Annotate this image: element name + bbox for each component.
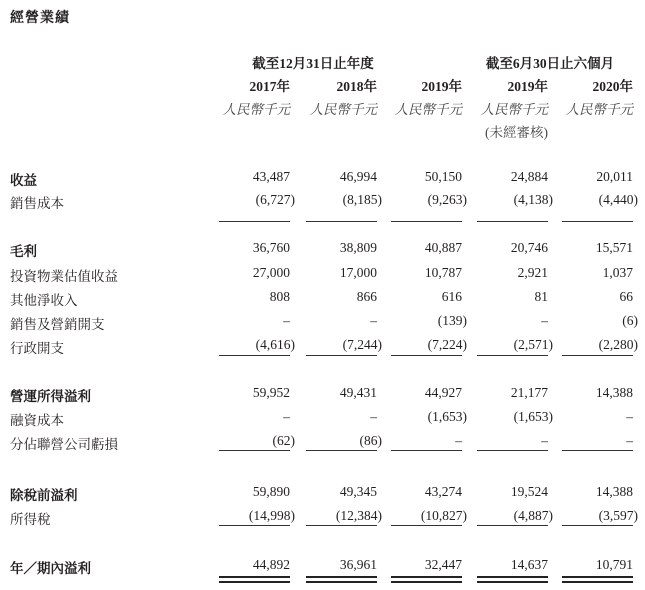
total-double-rule [219, 576, 290, 583]
subtotal-rule [306, 355, 377, 356]
subtotal-rule [391, 355, 462, 356]
cell-value: 49,431 [339, 385, 377, 400]
cell-value: 10,791 [595, 557, 633, 572]
cell-value: 1,037 [602, 265, 633, 280]
row-label: 年／期內溢利 [10, 561, 91, 576]
cell-value: 19,524 [510, 484, 548, 499]
cell-value: 50,150 [424, 169, 462, 184]
row-label: 融資成本 [10, 413, 64, 428]
subtotal-rule [219, 450, 290, 451]
subtotal-rule [391, 450, 462, 451]
cell-value: 32,447 [424, 557, 462, 572]
row-label: 其他淨收入 [10, 293, 78, 308]
unaudited-note: (未經審核) [485, 125, 548, 140]
cell-value: 14,388 [595, 385, 633, 400]
cell-value: 14,388 [595, 484, 633, 499]
row-label: 分佔聯營公司虧損 [10, 437, 118, 452]
cell-value: – [283, 313, 290, 328]
column-group-annual: 截至12月31日止年度 [252, 56, 374, 71]
cell-value: – [626, 409, 633, 424]
cell-value: 43,487 [252, 169, 290, 184]
cell-value: (3,597) [598, 508, 638, 523]
year-header: 2019年 [421, 79, 462, 94]
cell-value: (139) [437, 313, 467, 328]
year-header: 2018年 [336, 79, 377, 94]
cell-value: 36,760 [252, 240, 290, 255]
cell-value: (86) [359, 433, 382, 448]
cell-value: (1,653) [513, 409, 553, 424]
cell-value: 44,892 [252, 557, 290, 572]
cell-value: (7,244) [342, 337, 382, 352]
cell-value: (2,280) [598, 337, 638, 352]
cell-value: 46,994 [339, 169, 377, 184]
section-title: 經營業績 [10, 11, 70, 26]
cell-value: (2,571) [513, 337, 553, 352]
row-label: 營運所得溢利 [10, 389, 91, 404]
cell-value: – [541, 433, 548, 448]
row-label: 銷售成本 [10, 196, 64, 211]
cell-value: 81 [534, 289, 548, 304]
cell-value: 616 [441, 289, 462, 304]
unit-label: 人民幣千元 [480, 102, 548, 117]
cell-value: 20,746 [510, 240, 548, 255]
total-double-rule [562, 576, 633, 583]
year-header: 2017年 [249, 79, 290, 94]
column-group-interim: 截至6月30日止六個月 [485, 56, 615, 71]
total-double-rule [477, 576, 548, 583]
cell-value: – [370, 313, 377, 328]
cell-value: (12,384) [335, 508, 382, 523]
cell-value: (10,827) [420, 508, 467, 523]
year-header: 2019年 [507, 79, 548, 94]
cell-value: – [370, 409, 377, 424]
unit-label: 人民幣千元 [222, 102, 290, 117]
cell-value: 43,274 [424, 484, 462, 499]
row-label: 行政開支 [10, 341, 64, 356]
cell-value: (6) [622, 313, 638, 328]
cell-value: 808 [269, 289, 290, 304]
cell-value: 27,000 [252, 265, 290, 280]
cell-value: 36,961 [339, 557, 377, 572]
cell-value: 866 [356, 289, 377, 304]
cell-value: (14,998) [248, 508, 295, 523]
cell-value: 17,000 [339, 265, 377, 280]
subtotal-rule [306, 525, 377, 526]
unit-label: 人民幣千元 [394, 102, 462, 117]
cell-value: 20,011 [596, 169, 633, 184]
year-header: 2020年 [592, 79, 633, 94]
cell-value: 14,637 [510, 557, 548, 572]
cell-value: 66 [619, 289, 633, 304]
cell-value: – [283, 409, 290, 424]
row-label: 銷售及營銷開支 [10, 317, 105, 332]
subtotal-rule [562, 525, 633, 526]
subtotal-rule [477, 450, 548, 451]
subtotal-rule [219, 355, 290, 356]
cell-value: (4,616) [255, 337, 295, 352]
cell-value: (8,185) [342, 192, 382, 207]
cell-value: 24,884 [510, 169, 548, 184]
cell-value: 59,952 [252, 385, 290, 400]
subtotal-rule [219, 221, 290, 222]
row-label: 所得稅 [10, 512, 51, 527]
cell-value: (1,653) [427, 409, 467, 424]
subtotal-rule [562, 450, 633, 451]
cell-value: 49,345 [339, 484, 377, 499]
row-label: 收益 [10, 173, 37, 188]
subtotal-rule [477, 355, 548, 356]
cell-value: (7,224) [427, 337, 467, 352]
cell-value: 44,927 [424, 385, 462, 400]
subtotal-rule [306, 450, 377, 451]
subtotal-rule [219, 525, 290, 526]
cell-value: 10,787 [424, 265, 462, 280]
subtotal-rule [477, 221, 548, 222]
cell-value: 21,177 [510, 385, 548, 400]
cell-value: – [541, 313, 548, 328]
cell-value: (6,727) [255, 192, 295, 207]
cell-value: 59,890 [252, 484, 290, 499]
cell-value: (4,138) [513, 192, 553, 207]
subtotal-rule [477, 525, 548, 526]
unit-label: 人民幣千元 [565, 102, 633, 117]
row-label: 毛利 [10, 244, 37, 259]
subtotal-rule [562, 355, 633, 356]
row-label: 除稅前溢利 [10, 488, 78, 503]
cell-value: 15,571 [595, 240, 633, 255]
cell-value: – [626, 433, 633, 448]
cell-value: – [455, 433, 462, 448]
subtotal-rule [562, 221, 633, 222]
subtotal-rule [391, 221, 462, 222]
unit-label: 人民幣千元 [309, 102, 377, 117]
cell-value: (4,887) [513, 508, 553, 523]
total-double-rule [306, 576, 377, 583]
subtotal-rule [306, 221, 377, 222]
total-double-rule [391, 576, 462, 583]
cell-value: 38,809 [339, 240, 377, 255]
row-label: 投資物業估值收益 [10, 269, 118, 284]
cell-value: (9,263) [427, 192, 467, 207]
cell-value: (4,440) [598, 192, 638, 207]
cell-value: 40,887 [424, 240, 462, 255]
subtotal-rule [391, 525, 462, 526]
cell-value: 2,921 [517, 265, 548, 280]
cell-value: (62) [272, 433, 295, 448]
